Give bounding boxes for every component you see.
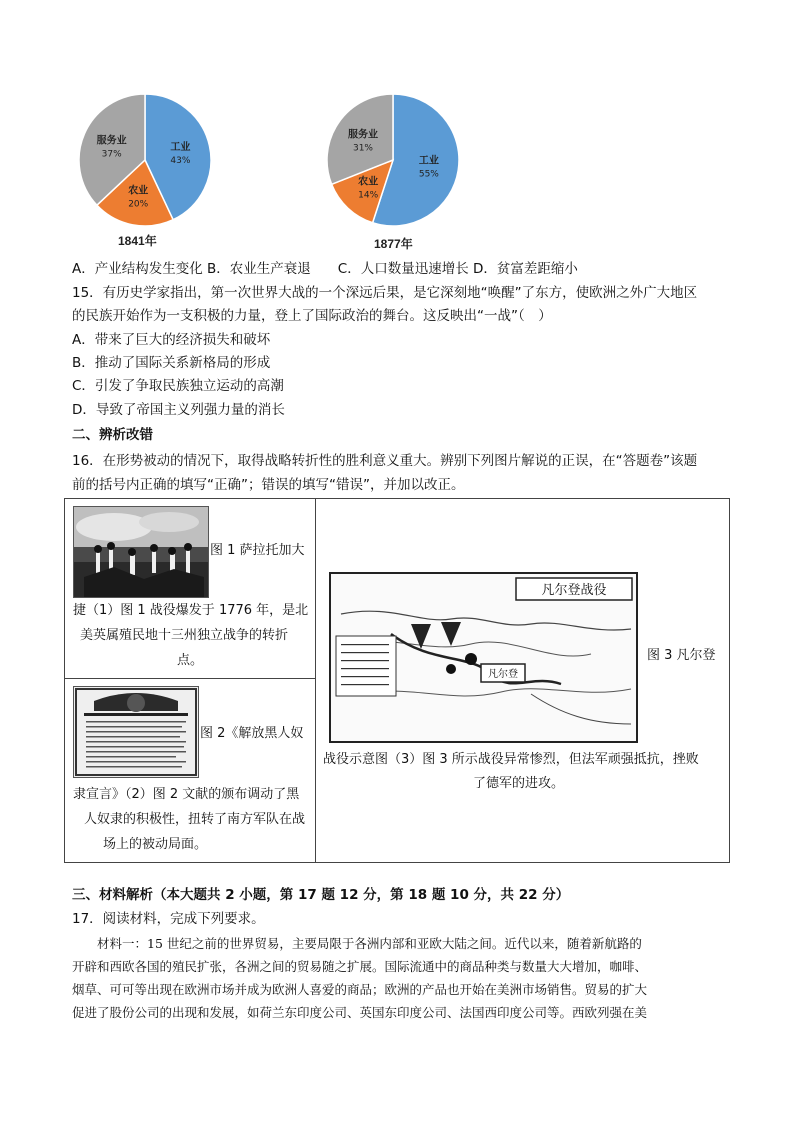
pie-label-value: 55% [418,169,439,180]
fig1-caption: 图 1 萨拉托加大 [210,543,305,558]
material-line: 开辟和西欧各国的殖民扩张，各洲之间的贸易随之扩展。国际流通中的商品种类与数量大大增加，咖啡、 [72,959,648,974]
pie-label-category: 农业 [358,176,379,188]
pie-label-category: 工业 [418,155,439,167]
pie-chart-1841 [70,92,220,232]
section2-heading: 二、辨析改错 [72,427,153,443]
q15-option-c: C．引发了争取民族独立运动的高潮 [72,378,284,394]
pie-title-1841: 1841年 [118,234,157,248]
q15-option-d: D．导致了帝国主义列强力量的消长 [72,402,285,418]
fig1-line3: 点。 [177,653,204,668]
pie-label-value: 14% [358,190,379,201]
pie-svg-1841 [70,92,220,232]
fig3-caption: 图 3 凡尔登 [647,648,716,663]
material-line: 烟草、可可等出现在欧洲市场并成为欧洲人喜爱的商品；欧洲的产品也开始在美洲市场销售。贸易的扩大 [72,982,648,997]
pie-label-value: 31% [352,143,373,154]
map-verdun-label: 凡尔登 [488,669,518,680]
fig2-caption: 图 2《解放黑人奴 [200,726,304,741]
pie-label-value: 20% [128,199,149,210]
verdun-battle-map [329,572,638,743]
painting-scene [74,507,208,597]
pie-label-category: 农业 [128,185,149,197]
q15-stem-line2: 的民族开始作为一支积极的力量，登上了国际政治的舞台。这反映出“一战”（ ） [72,308,552,324]
verdun-map-drawing [331,574,636,741]
pie-label-category: 服务业 [347,129,378,141]
pie-label-category: 服务业 [96,135,127,147]
document-scan [74,687,198,777]
pie-label-category: 工业 [170,142,191,154]
pie-label-value: 37% [101,149,122,160]
q15-option-b: B．推动了国际关系新格局的形成 [72,355,271,371]
fig1-line1: 捷（1）图 1 战役爆发于 1776 年，是北 [73,603,309,618]
q16-line1: 16．在形势被动的情况下，取得战略转折性的胜利意义重大。辨别下列图片解说的正误，在“答题卷”该题 [72,453,698,469]
q15-option-a: A．带来了巨大的经济损失和破坏 [72,332,271,348]
fig2-line3: 场上的被动局面。 [103,837,208,852]
emancipation-document-image [73,686,199,778]
q14-options: A．产业结构发生变化 B．农业生产衰退 C．人口数量迅速增长 D．贫富差距缩小 [72,261,578,277]
fig3-line1: 战役示意图（3）图 3 所示战役异常惨烈，但法军顽强抵抗，挫败 [323,752,699,767]
fig1-line2: 美英属殖民地十三州独立战争的转折 [80,628,289,643]
material-block [72,932,722,1024]
pie-chart-1877 [318,92,468,232]
fig3-line2: 了德军的进攻。 [473,776,565,791]
figure-table [64,498,730,863]
q16-line2: 前的括号内正确的填写“正确”；错误的填写“错误”，并加以改正。 [72,477,465,493]
material-line: 促进了股份公司的出现和发展，如荷兰东印度公司、英国东印度公司、法国西印度公司等。西欧列强在美 [72,1005,648,1020]
section3-heading: 三、材料解析（本大题共 2 小题，第 17 题 12 分，第 18 题 10 分，共 22 分） [72,887,570,903]
saratoga-painting [73,506,209,598]
pie-title-1877: 1877年 [374,237,413,251]
q17-prompt: 17．阅读材料，完成下列要求。 [72,911,265,927]
material-line: 材料一：15 世纪之前的世界贸易，主要局限于各洲内部和亚欧大陆之间。近代以来，随着新航路的 [72,936,642,951]
pie-svg-1877 [318,92,468,232]
map-title: 凡尔登战役 [541,583,607,598]
pie-label-value: 43% [170,156,191,167]
fig2-line1: 隶宣言》（2）图 2 文献的颁布调动了黑 [73,787,300,802]
q15-stem-line1: 15．有历史学家指出，第一次世界大战的一个深远后果，是它深刻地“唤醒”了东方，使欧洲之外广大地区 [72,285,698,301]
fig2-line2: 人奴隶的积极性，扭转了南方军队在战 [84,812,306,827]
